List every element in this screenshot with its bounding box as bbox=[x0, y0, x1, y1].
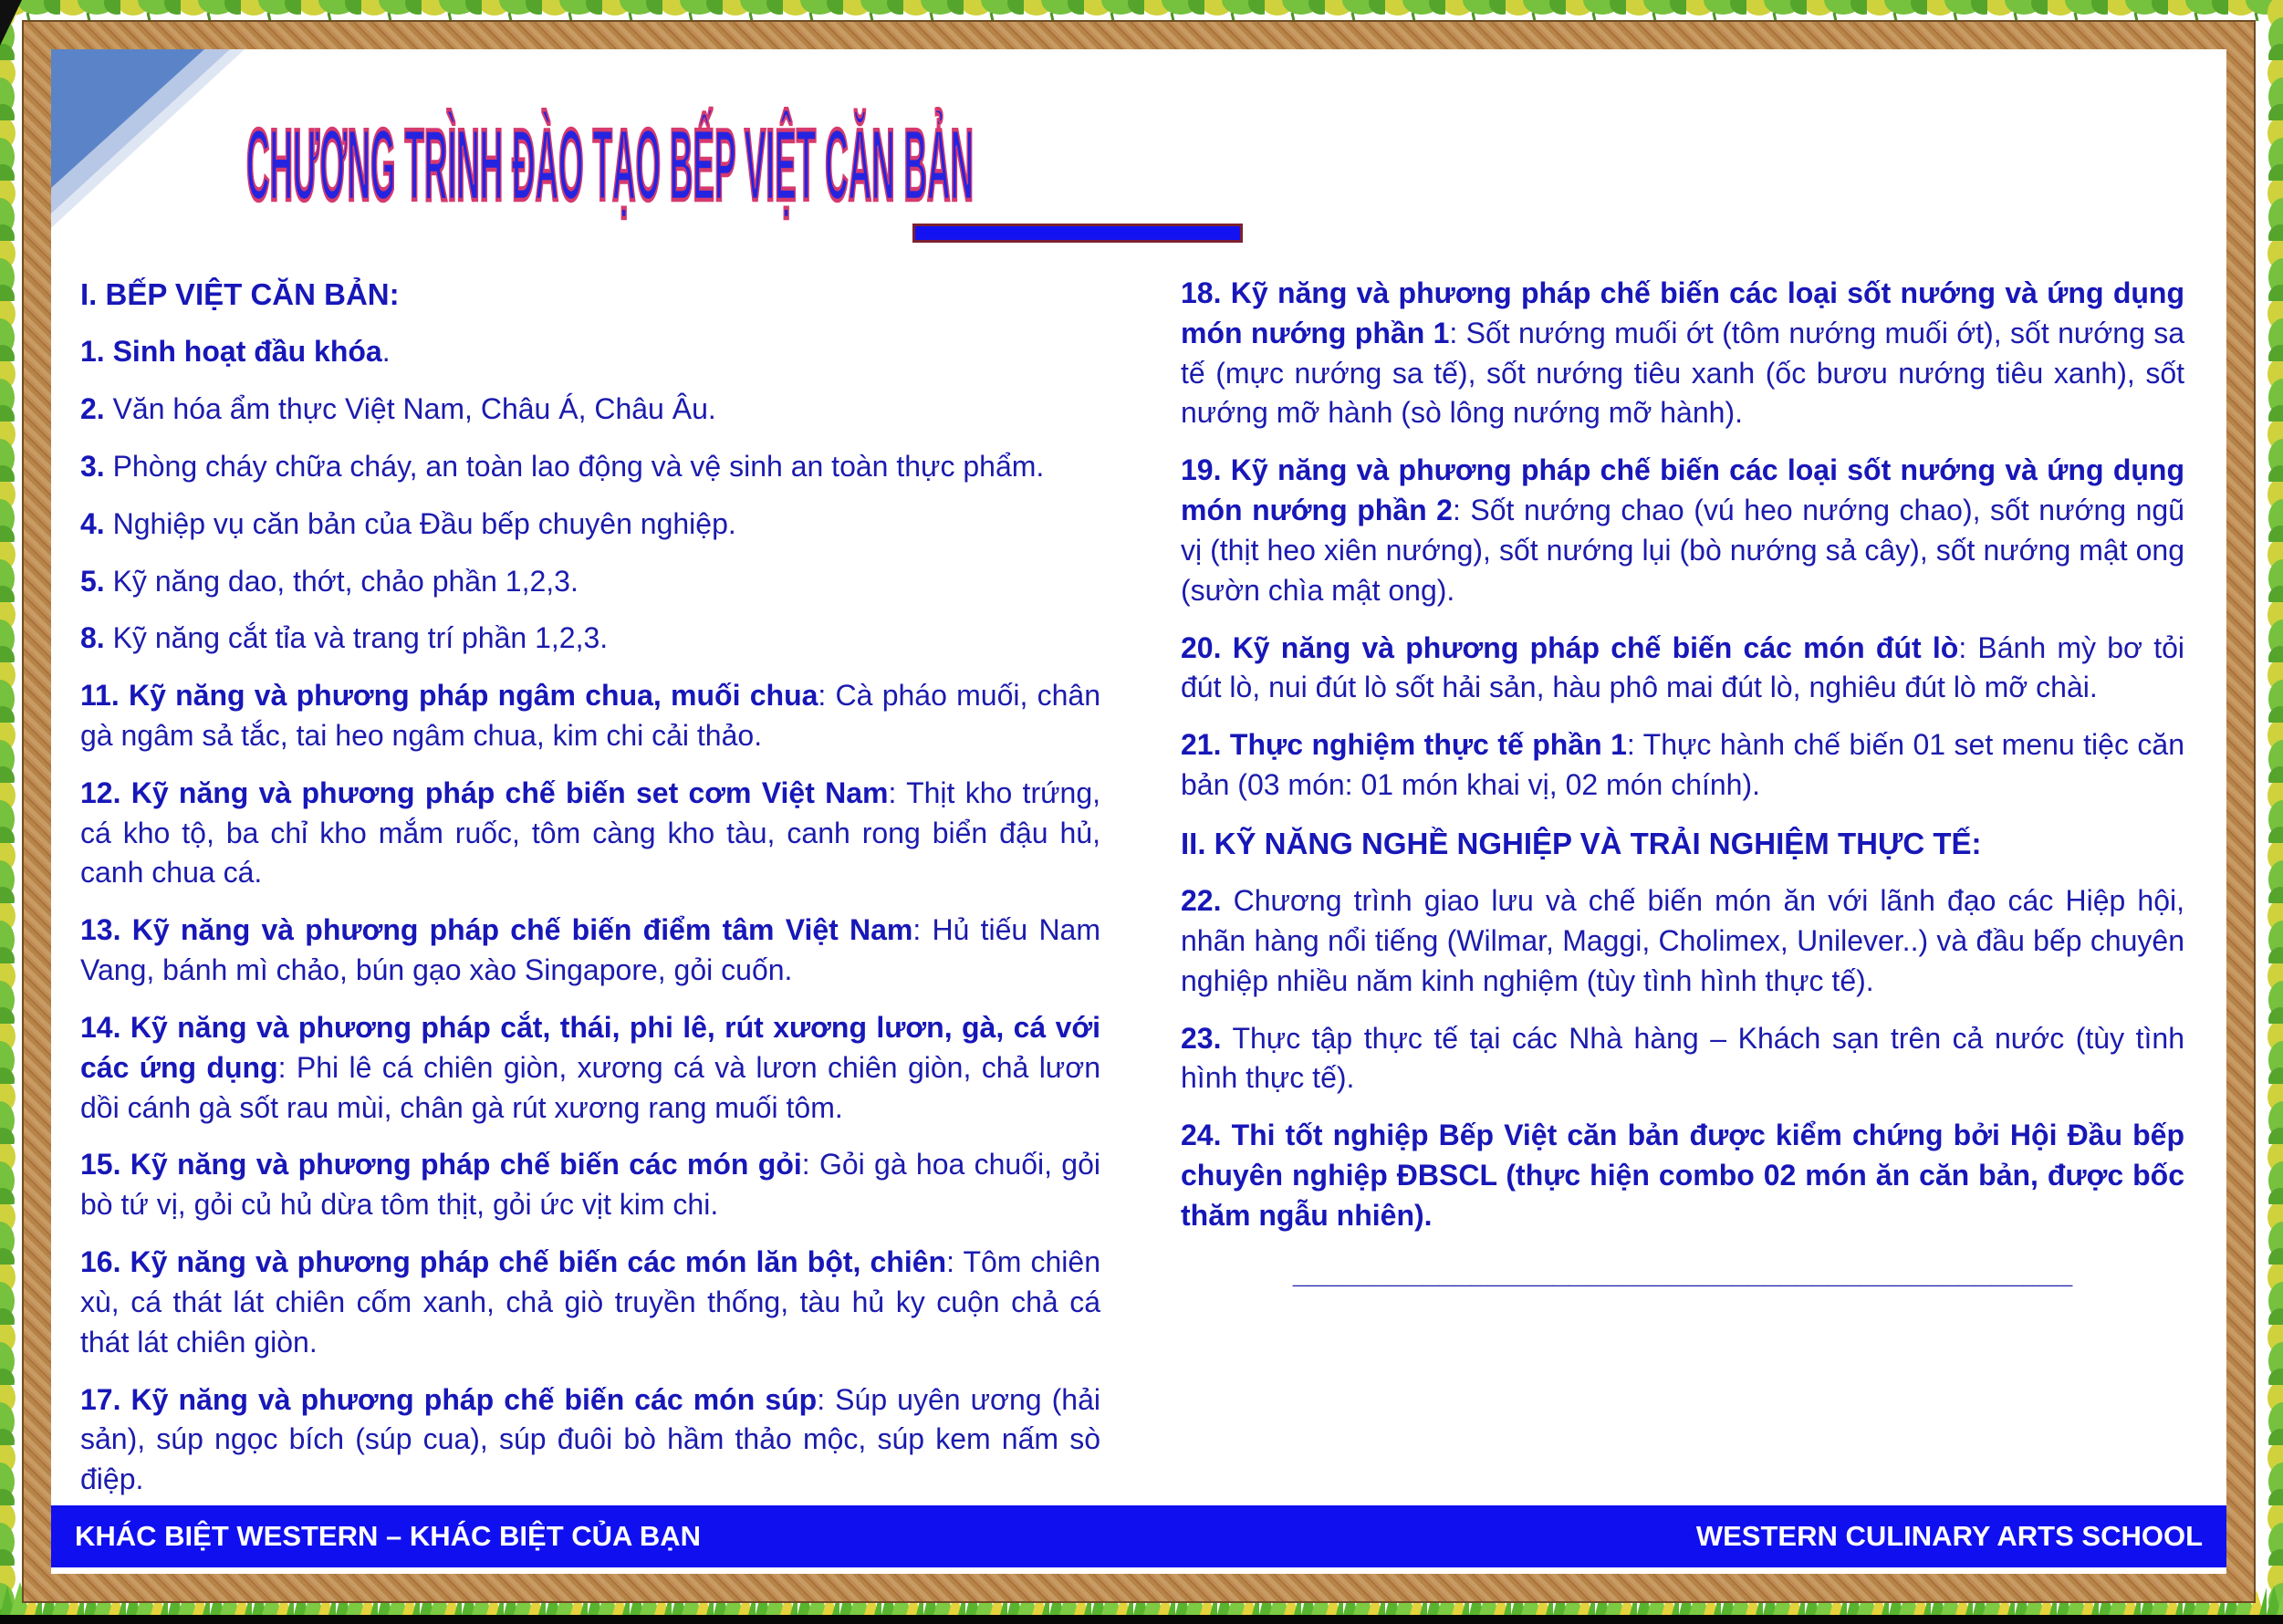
item-text: Thi tốt nghiệp Bếp Việt căn bản được kiểm chứng bởi Hội Đầu bếp chuyên nghiệp ĐBSCL (thực hiện combo 02 món ăn căn bản, được bốc thăm ngẫu nhiên). bbox=[1181, 1119, 2184, 1232]
item-lead: 11. Kỹ năng và phương pháp ngâm chua, muối chua bbox=[80, 679, 818, 713]
item-text: Văn hóa ẩm thực Việt Nam, Châu Á, Châu Âu. bbox=[104, 392, 716, 426]
column-right bbox=[1181, 274, 2184, 1517]
item-text: : Súp uyên ương (hải sản), súp ngọc bích (súp cua), súp đuôi bò hầm thảo mộc, súp kem nấm sò điệp. bbox=[80, 1382, 1101, 1496]
item-text: : Sốt nướng chao (vú heo nướng chao), sốt nướng ngũ vị (thịt heo xiên nướng), sốt nướng lụi (bò nướng sả cây), sốt nướng mật ong (sườn chìa mật ong). bbox=[1181, 494, 2185, 607]
item-lead: 12. Kỹ năng và phương pháp chế biến set cơm Việt Nam bbox=[80, 776, 889, 809]
item-lead: 14. Kỹ năng và phương pháp cắt, thái, phi lê, rút xương lươn, gà, cá với các ứng dụng bbox=[80, 1010, 1100, 1084]
two-column-text bbox=[80, 274, 2197, 1517]
item-lead: 23. bbox=[1181, 1021, 1222, 1055]
item-lead: 15. Kỹ năng và phương pháp chế biến các món gỏi bbox=[80, 1148, 802, 1182]
item-lead: 19. Kỹ năng và phương pháp chế biến các loại sốt nướng và ứng dụng món nướng phần 2 bbox=[1181, 453, 2184, 527]
item-lead: 1. Sinh hoạt đầu khóa bbox=[80, 335, 382, 369]
leaf-border-top-icon bbox=[0, 0, 2283, 22]
divider-line: ________________________________________________ bbox=[1292, 1255, 2073, 1289]
item-lead: 8. bbox=[80, 621, 105, 655]
item-text: : Tôm chiên xù, cá thát lát chiên cốm xanh, chả giò truyền thống, tàu hủ ky cuộn chả cá thát lát chiên giòn. bbox=[80, 1245, 1101, 1359]
list-item bbox=[80, 1008, 1100, 1128]
item-text: : Cà pháo muối, chân gà ngâm sả tắc, tai heo ngâm chua, kim chi cải thảo. bbox=[80, 679, 1101, 752]
item-lead: 5. bbox=[80, 564, 105, 598]
list-item bbox=[1181, 1019, 2184, 1099]
item-text: : Thực hành chế biến 01 set menu tiệc căn bản (03 món: 01 món khai vị, 02 món chính). bbox=[1181, 728, 2185, 802]
list-item bbox=[1181, 1116, 2184, 1235]
item-text: . bbox=[381, 335, 391, 369]
list-item bbox=[80, 505, 1100, 545]
item-text: Nghiệp vụ căn bản của Đầu bếp chuyên nghiệp. bbox=[104, 506, 736, 540]
list-item bbox=[80, 332, 1100, 372]
list-item bbox=[1181, 274, 2184, 433]
item-text: : Sốt nướng muối ớt (tôm nướng muối ớt), sốt nướng sa tế (mực nướng sa tế), sốt nướng tiêu xanh (ốc bươu nướng tiêu xanh), sốt nướng mỡ hành (sò lông nướng mỡ hành). bbox=[1181, 316, 2185, 430]
section-heading: II. KỸ NĂNG NGHỀ NGHIỆP VÀ TRẢI NGHIỆM THỰC TẾ: bbox=[1181, 826, 1982, 860]
item-lead: 3. bbox=[80, 449, 105, 483]
title-underline-bar bbox=[912, 224, 1243, 243]
item-text: Chương trình giao lưu và chế biến món ăn với lãnh đạo các Hiệp hội, nhãn hàng nổi tiếng (Wilmar, Maggi, Cholimex, Unilever..) và đầu bếp chuyên nghiệp nhiều năm kinh nghiệm (tùy tình hình thực tế). bbox=[1181, 884, 2184, 997]
leaf-border-right-icon bbox=[2261, 0, 2283, 1624]
item-lead: 24. bbox=[1181, 1119, 1222, 1152]
item-text: : Hủ tiếu Nam Vang, bánh mì chảo, bún gạo xào Singapore, gỏi cuốn. bbox=[80, 913, 1101, 987]
item-lead: 21. Thực nghiệm thực tế phần 1 bbox=[1181, 728, 1627, 762]
list-item bbox=[80, 676, 1100, 756]
item-text: : Bánh mỳ bơ tỏi đút lò, nui đút lò sốt hải sản, hàu phô mai đút lò, nghiêu đút lò mỡ chài. bbox=[1181, 630, 2185, 704]
item-text: Phòng cháy chữa cháy, an toàn lao động và vệ sinh an toàn thực phẩm. bbox=[104, 449, 1045, 483]
item-text: Kỹ năng dao, thớt, chảo phần 1,2,3. bbox=[104, 564, 579, 598]
footer-slogan: KHÁC BIỆT WESTERN – KHÁC BIỆT CỦA BẠN bbox=[75, 1520, 702, 1552]
list-item bbox=[80, 774, 1100, 893]
list-item bbox=[80, 911, 1100, 991]
list-item bbox=[80, 1380, 1100, 1500]
item-lead: 2. bbox=[80, 392, 105, 426]
list-item bbox=[1181, 451, 2184, 610]
item-lead: 18. Kỹ năng và phương pháp chế biến các loại sốt nướng và ứng dụng món nướng phần 1 bbox=[1181, 276, 2184, 349]
list-item bbox=[1181, 881, 2184, 1001]
list-item bbox=[1181, 629, 2184, 709]
list-item bbox=[80, 1243, 1100, 1362]
list-item bbox=[80, 390, 1100, 430]
list-item bbox=[80, 447, 1100, 487]
list-item bbox=[80, 562, 1100, 602]
footer-school-name: WESTERN CULINARY ARTS SCHOOL bbox=[1695, 1520, 2203, 1552]
section-heading: I. BẾP VIỆT CĂN BẢN: bbox=[80, 277, 400, 311]
footer-bar bbox=[51, 1505, 2226, 1567]
item-lead: 16. Kỹ năng và phương pháp chế biến các món lăn bột, chiên bbox=[80, 1245, 947, 1279]
page-title: CHƯƠNG TRÌNH ĐÀO TẠO BẾP VIỆT CĂN BẢN bbox=[246, 109, 975, 223]
item-lead: 22. bbox=[1181, 884, 1222, 918]
column-left bbox=[80, 274, 1100, 1517]
item-lead: 17. Kỹ năng và phương pháp chế biến các món súp bbox=[80, 1382, 818, 1416]
leaf-border-left-icon bbox=[0, 0, 20, 1624]
bottom-edge bbox=[0, 1615, 2283, 1624]
item-lead: 4. bbox=[80, 506, 105, 540]
item-text: : Gỏi gà hoa chuối, gỏi bò tứ vị, gỏi củ hủ dừa tôm thịt, gỏi ức vịt kim chi. bbox=[80, 1148, 1101, 1222]
item-text: Kỹ năng cắt tỉa và trang trí phần 1,2,3. bbox=[104, 621, 609, 655]
list-item bbox=[1181, 725, 2184, 806]
item-text: : Thịt kho trứng, cá kho tộ, ba chỉ kho mắm ruốc, tôm càng kho tàu, canh rong biển đậu hủ, canh chua cá. bbox=[80, 776, 1101, 890]
item-text: Thực tập thực tế tại các Nhà hàng – Khách sạn trên cả nước (tùy tình hình thực tế). bbox=[1181, 1021, 2184, 1095]
slide-content bbox=[51, 49, 2226, 1574]
item-lead: 13. Kỹ năng và phương pháp chế biến điểm tâm Việt Nam bbox=[80, 913, 913, 947]
list-item bbox=[80, 1145, 1100, 1225]
item-lead: 20. Kỹ năng và phương pháp chế biến các món đút lò bbox=[1181, 630, 1959, 664]
item-text: : Phi lê cá chiên giòn, xương cá và lươn chiên giòn, chả lươn dồi cánh gà sốt rau mùi, chân gà rút xương rang muối tôm. bbox=[80, 1050, 1101, 1124]
list-item bbox=[80, 619, 1100, 659]
